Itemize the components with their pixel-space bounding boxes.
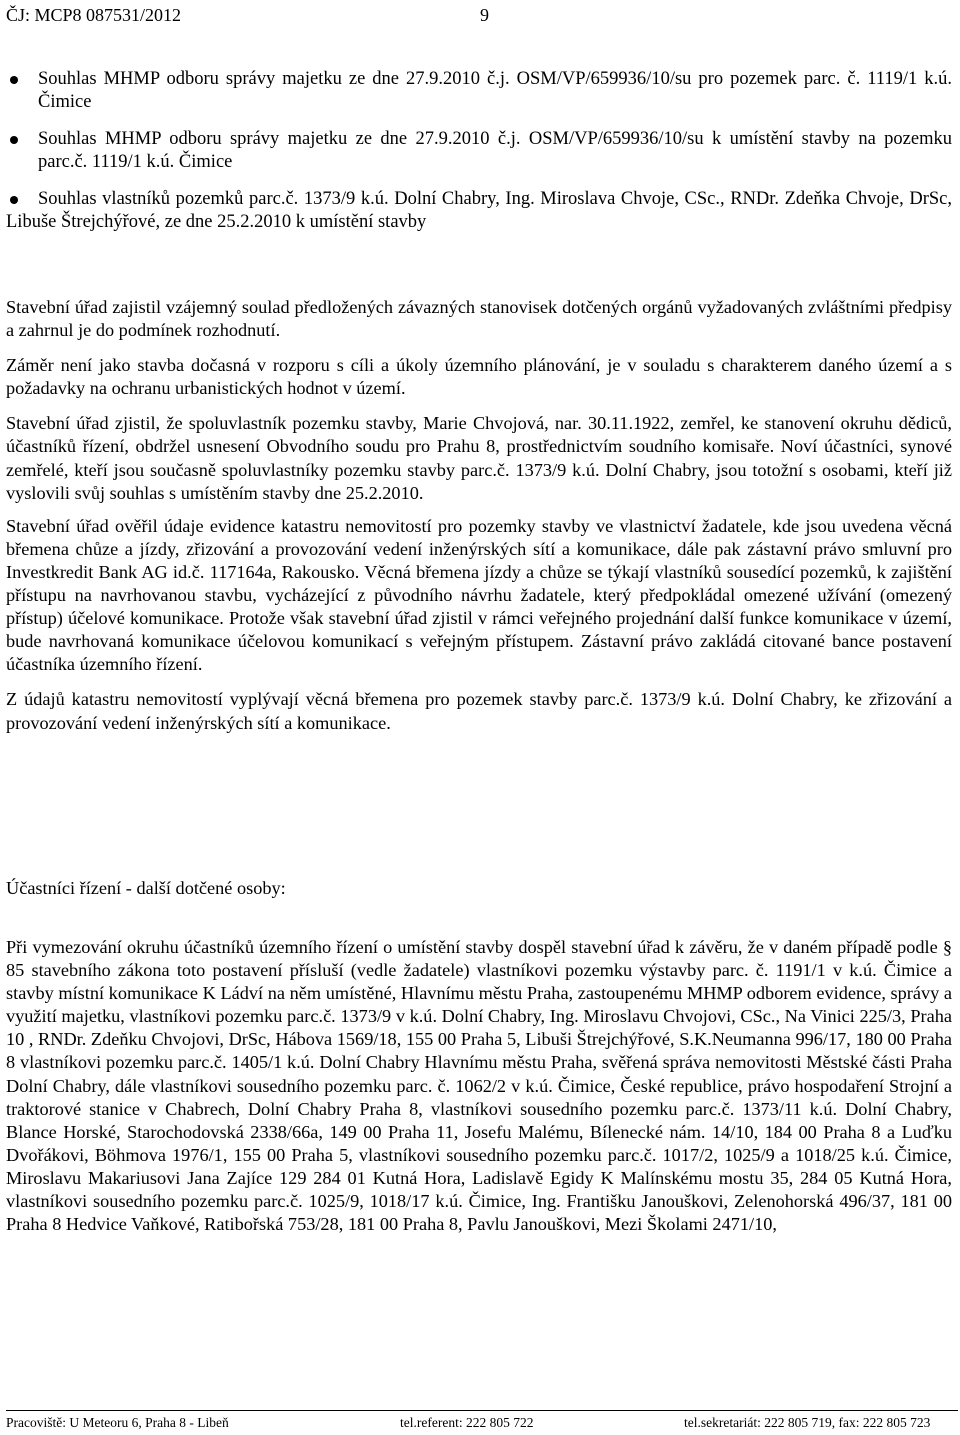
list-item [6,128,952,174]
list-item [6,188,952,234]
document-reference: ČJ: MCP8 087531/2012 [6,5,182,25]
page-footer [6,1410,958,1433]
paragraph: Stavební úřad zajistil vzájemný soulad předložených závazných stanovisek dotčených orgánů vyžadovaných zvláštními předpisy a zahrnul je do podmínek rozhodnutí. [6,297,952,341]
list-item-text: Souhlas MHMP odboru správy majetku ze dne 27.9.2010 č.j. OSM/VP/659936/10/su k umístění stavby na pozemku parc.č. 1119/1 k.ú. Čimice [38,129,952,172]
paragraph: Z údajů katastru nemovitostí vyplývají věcná břemena pro pozemek stavby parc.č. 1373/9 k.ú. Dolní Chabry, ke zřizování a provozování vedení inženýrských sítí a komunikace. [6,689,952,733]
bullet-icon [10,136,18,144]
bullet-icon [10,196,18,204]
paragraph: Stavební úřad ověřil údaje evidence katastru nemovitostí pro pozemky stavby ve vlastnictví žadatele, kde jsou uvedena věcná břemena chůze a jízdy, zřizování a provozování vedení inženýrských sítí a komunikace, dále pak zástavní právo smluvní pro Investkredit Bank AG id.č. 117164a, Rakousko. Věcná břemena jízdy a chůze se týkají vlastníků sousedící pozemků, k zajištění přístupu na navrhovanou stavbu, vycházející z původního návrhu žadatele, který předpokládal omezené užívání (omezený přístup) účelové komunikace. Protože však stavební úřad zjistil v rámci veřejného projednání další funkce komunikace v území, bude navrhovaná komunikace účelovou komunikací s veřejným přístupem. Zástavní právo zakládá citované bance postavení účastníka územního řízení. [6,515,952,675]
footer-secretariat: tel.sekretariát: 222 805 719, fax: 222 805 723 [684,1415,931,1430]
footer-referent-phone: tel.referent: 222 805 722 [400,1415,534,1430]
section-heading: Účastníci řízení - další dotčené osoby: [6,878,286,898]
list-item-text: Souhlas vlastníků pozemků parc.č. 1373/9 k.ú. Dolní Chabry, Ing. Miroslava Chvoje, CSc., RNDr. Zdeňka Chvoje, DrSc, Libuše Štrejchýřové, ze dne 25.2.2010 k umístění stavby [6,189,952,232]
footer-workplace: Pracoviště: U Meteoru 6, Praha 8 - Libeň [6,1415,229,1430]
consent-list [6,68,952,248]
bullet-icon [10,76,18,84]
list-item [6,68,952,114]
paragraph: Při vymezování okruhu účastníků územního řízení o umístění stavby dospěl stavební úřad k závěru, že v daném případě podle § 85 stavebního zákona toto postavení přísluší (vedle žadatele) vlastníkovi pozemku výstavby parc. č. 1191/1 v k.ú. Čimice a stavby místní komunikace K Ládví na něm umístěné, Hlavnímu městu Praha, zastoupenému MHMP odborem evidence, správy a využití majetku, vlastníkovi pozemku parc.č. 1373/9 v k.ú. Dolní Chabry, Ing. Miroslavu Chvojovi, CSc., Na Vinici 225/3, Praha 10 , RNDr. Zdeňku Chvojovi, DrSc, Hábova 1569/18, 155 00 Praha 5, Libuši Štrejchýřové, S.K.Neumanna 996/17, 180 00 Praha 8 vlastníkovi pozemku parc.č. 1405/1 k.ú. Dolní Chabry Hlavnímu městu Praha, svěřená správa nemovitosti Městské části Praha Dolní Chabry, dále vlastníkovi sousedního pozemku parc. č. 1062/2 v k.ú. Čimice, České republice, právo hospodaření Strojní a traktorové stanice v Chabrech, Dolní Chabry Praha 8, vlastníkovi sousedního pozemku parc.č. 1373/11 k.ú. Dolní Chabry, Blance Horské, Starochodovská 2338/66a, 149 00 Praha 11, Josefu Malému, Bílenecké nám. 14/10, 184 00 Praha 8 a Luďku Dvořákovi, Böhmova 1976/1, 155 00 Praha 5, vlastníkovi sousedního pozemku parc.č. 1017/2, 1025/9 a 1018/25 k.ú. Čimice, Miroslavu Makariusovi Jana Zajíce 129 284 01 Kutná Hora, Ladislavě Egidy K Malínskému mostu 35, 284 05 Kutná Hora, vlastníkovi sousedního pozemku parc.č. 1025/9, 1018/17 k.ú. Čimice, Ing. Františku Janouškovi, Zelenohorská 496/37, 181 00 Praha 8 Hedvice Vaňkové, Ratibořská 753/28, 181 00 Praha 8, Pavlu Janouškovi, Mezi Školami 2471/10, [6,937,952,1235]
paragraph: Záměr není jako stavba dočasná v rozporu s cíli a úkoly územního plánování, je v souladu s charakterem daného území a s požadavky na ochranu urbanistických hodnot v území. [6,355,952,399]
paragraph: Stavební úřad zjistil, že spoluvlastník pozemku stavby, Marie Chvojová, nar. 30.11.1922, zemřel, ke stanovení okruhu dědiců, účastníků řízení, obdržel usnesení Obvodního soudu pro Prahu 8, prostřednictvím soudního komisaře. Noví účastníci, synové zemřelé, kteří jsou současně spoluvlastníky pozemku stavby parc.č. 1373/9 k.ú. Dolní Chabry, jsou totožní s osobami, kteří již vyslovili svůj souhlas s umístěním stavby dne 25.2.2010. [6,413,952,503]
page-number: 9 [480,5,489,25]
list-item-text: Souhlas MHMP odboru správy majetku ze dne 27.9.2010 č.j. OSM/VP/659936/10/su pro pozemek parc. č. 1119/1 k.ú. Čimice [38,69,952,112]
page-header [6,4,946,28]
body-text [6,296,952,747]
participants-text [6,936,952,1236]
